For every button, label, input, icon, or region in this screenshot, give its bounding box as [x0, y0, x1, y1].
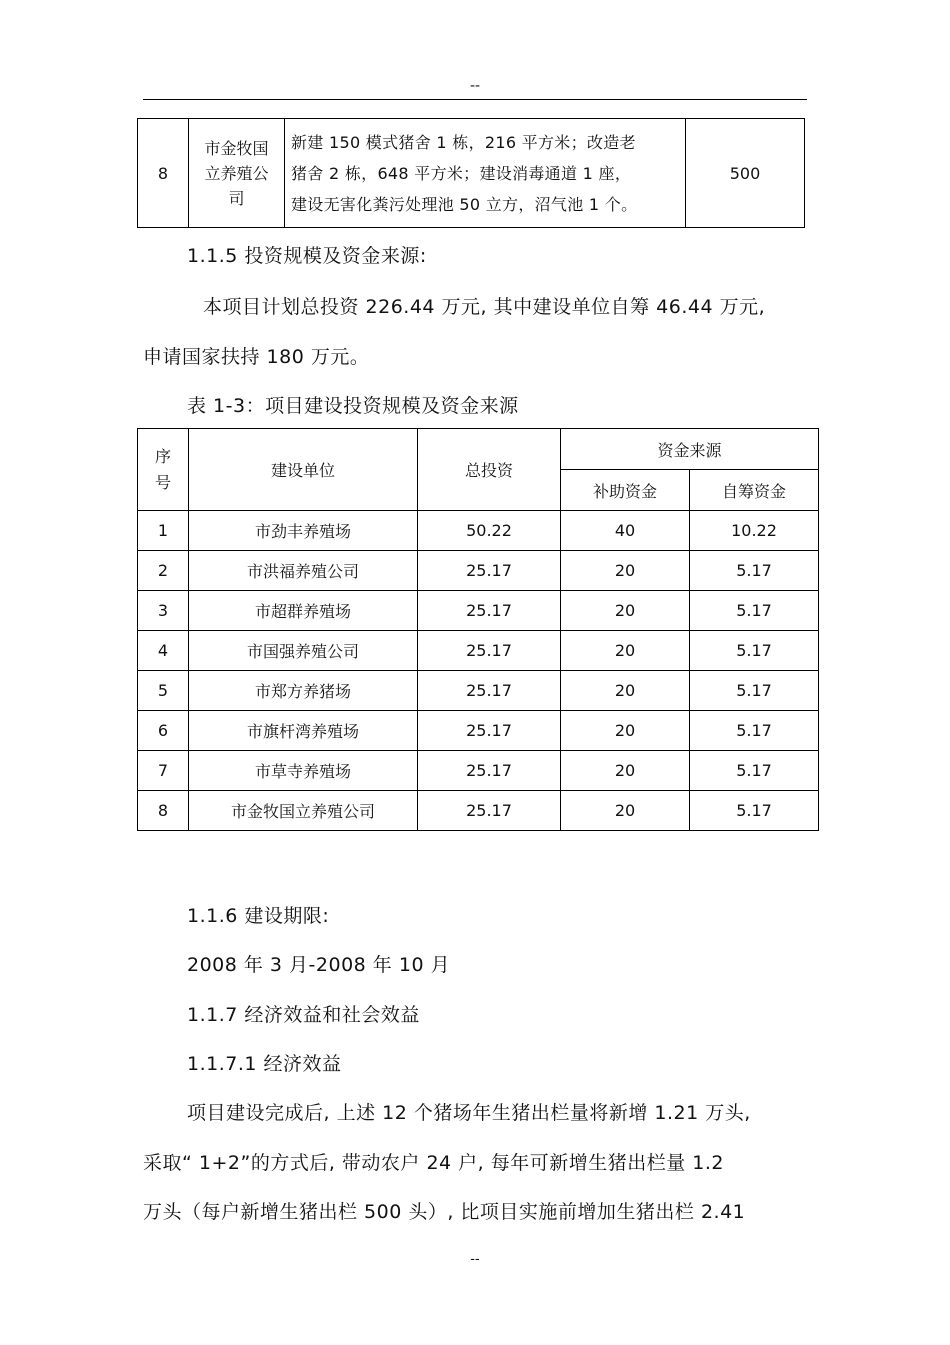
section-heading-1-1-7-1: 1.1.7.1 经济效益 — [187, 1053, 342, 1075]
cell-total: 25.17 — [418, 751, 561, 791]
cell-no: 8 — [138, 791, 189, 831]
cell-no: 6 — [138, 711, 189, 751]
cell-no: 7 — [138, 751, 189, 791]
cell-unit: 市金牧国立养殖公司 — [189, 791, 418, 831]
header-fund-source: 资金来源 — [561, 429, 819, 470]
construction-period: 2008 年 3 月-2008 年 10 月 — [187, 954, 451, 976]
header-mark: -- — [469, 78, 481, 94]
cell-self: 10.22 — [690, 511, 819, 551]
cell-subsidy: 40 — [561, 511, 690, 551]
cell-subsidy: 20 — [561, 791, 690, 831]
cell-total: 25.17 — [418, 591, 561, 631]
cell-subsidy: 20 — [561, 591, 690, 631]
continued-project-table — [137, 118, 805, 228]
cell-no: 4 — [138, 631, 189, 671]
cell-self: 5.17 — [690, 791, 819, 831]
cell-unit: 市超群养殖场 — [189, 591, 418, 631]
amount: 500 — [686, 119, 805, 228]
cell-self: 5.17 — [690, 751, 819, 791]
cell-self: 5.17 — [690, 671, 819, 711]
table-row — [138, 671, 819, 711]
cell-self: 5.17 — [690, 631, 819, 671]
paragraph: 本项目计划总投资 226.44 万元, 其中建设单位自筹 46.44 万元, — [203, 296, 766, 318]
header-rule — [143, 99, 807, 100]
table-row — [138, 551, 819, 591]
paragraph: 采取“ 1+2”的方式后, 带动农户 24 户, 每年可新增生猪出栏量 1.2 — [143, 1152, 724, 1174]
unit-name: 市金牧国 立养殖公 司 — [189, 119, 285, 228]
cell-no: 5 — [138, 671, 189, 711]
paragraph: 申请国家扶持 180 万元。 — [143, 346, 370, 368]
cell-no: 3 — [138, 591, 189, 631]
cell-self: 5.17 — [690, 711, 819, 751]
cell-self: 5.17 — [690, 551, 819, 591]
cell-unit: 市郑方养猪场 — [189, 671, 418, 711]
table-row — [138, 631, 819, 671]
table-row — [138, 119, 805, 228]
table-row — [138, 711, 819, 751]
footer-mark: -- — [470, 1252, 480, 1267]
cell-total: 25.17 — [418, 711, 561, 751]
cell-subsidy: 20 — [561, 711, 690, 751]
cell-subsidy: 20 — [561, 631, 690, 671]
section-heading-1-1-5: 1.1.5 投资规模及资金来源: — [187, 245, 427, 267]
table-row — [138, 511, 819, 551]
investment-table — [137, 428, 819, 831]
section-heading-1-1-6: 1.1.6 建设期限: — [187, 905, 330, 927]
cell-subsidy: 20 — [561, 551, 690, 591]
cell-total: 50.22 — [418, 511, 561, 551]
row-number: 8 — [138, 119, 189, 228]
table-header-row — [138, 429, 819, 470]
cell-total: 25.17 — [418, 551, 561, 591]
cell-no: 1 — [138, 511, 189, 551]
cell-subsidy: 20 — [561, 671, 690, 711]
table-row — [138, 791, 819, 831]
header-subsidy: 补助资金 — [561, 470, 690, 511]
table-row — [138, 751, 819, 791]
paragraph: 项目建设完成后, 上述 12 个猪场年生猪出栏量将新增 1.21 万头, — [187, 1102, 751, 1124]
paragraph: 万头（每户新增生猪出栏 500 头）, 比项目实施前增加生猪出栏 2.41 — [143, 1201, 746, 1223]
cell-total: 25.17 — [418, 631, 561, 671]
cell-unit: 市洪福养殖公司 — [189, 551, 418, 591]
table-row — [138, 591, 819, 631]
cell-no: 2 — [138, 551, 189, 591]
header-self-raised: 自筹资金 — [690, 470, 819, 511]
cell-unit: 市草寺养殖场 — [189, 751, 418, 791]
header-unit: 建设单位 — [189, 429, 418, 511]
cell-total: 25.17 — [418, 671, 561, 711]
section-heading-1-1-7: 1.1.7 经济效益和社会效益 — [187, 1004, 420, 1026]
cell-self: 5.17 — [690, 591, 819, 631]
header-no: 序 号 — [138, 429, 189, 511]
header-total: 总投资 — [418, 429, 561, 511]
construction-content: 新建 150 模式猪舍 1 栋，216 平方米；改造老 猪舍 2 栋，648 平方米；建设消毒通道 1 座， 建设无害化粪污处理池 50 立方，沼气池 1 个。 — [285, 119, 686, 228]
cell-subsidy: 20 — [561, 751, 690, 791]
table-caption: 表 1-3：项目建设投资规模及资金来源 — [187, 395, 519, 417]
cell-unit: 市劲丰养殖场 — [189, 511, 418, 551]
cell-unit: 市旗杆湾养殖场 — [189, 711, 418, 751]
cell-unit: 市国强养殖公司 — [189, 631, 418, 671]
cell-total: 25.17 — [418, 791, 561, 831]
